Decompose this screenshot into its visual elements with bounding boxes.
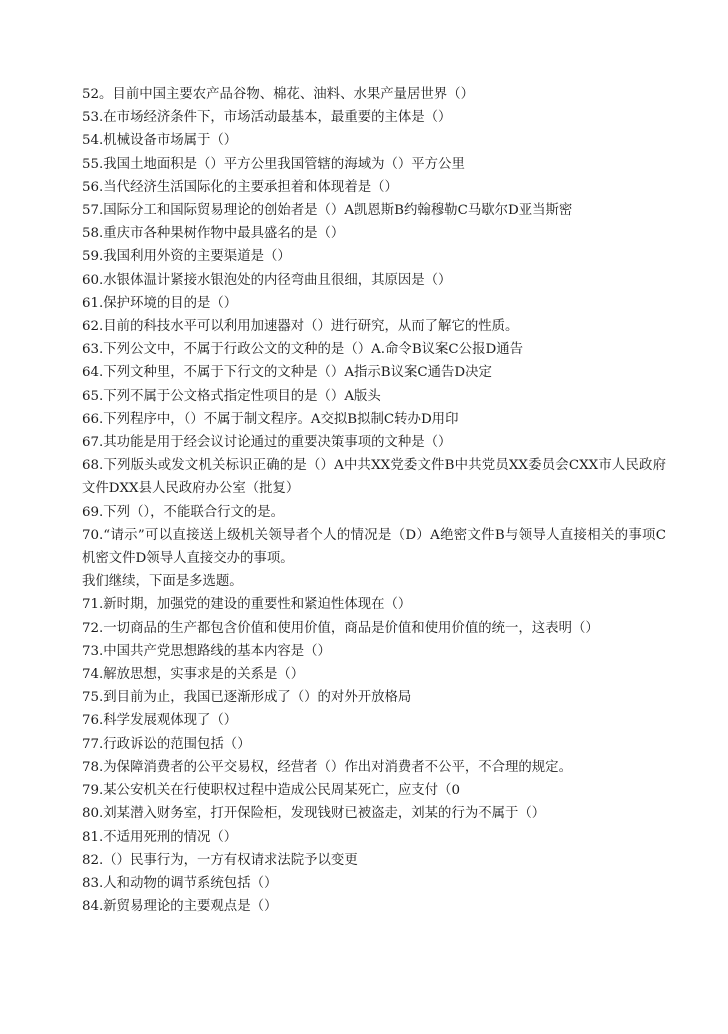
question-line: 63.下列公文中，不属于行政公文的文种的是（）A.命令B议案C公报D通告 [82, 342, 523, 358]
question-line: 66.下列程序中，（）不属于制文程序。A交拟B拟制C转办D用印 [82, 411, 459, 427]
question-line: 55.我国土地面积是（）平方公里我国管辖的海域为（）平方公里 [82, 156, 465, 172]
question-line: 69.下列（），不能联合行文的是。 [82, 504, 285, 520]
question-line: 81.不适用死刑的情况（） [82, 829, 238, 845]
question-line: 56.当代经济生活国际化的主要承担着和体现着是（） [82, 179, 398, 195]
question-line: 53.在市场经济条件下，市场活动最基本，最重要的主体是（） [82, 110, 452, 126]
question-line: 74.解放思想，实事求是的关系是（） [82, 667, 305, 683]
question-line: 58.重庆市各种果树作物中最具盛名的是（） [82, 226, 345, 242]
question-line: 70.“请示”可以直接送上级机关领导者个人的情况是（D）A绝密文件B与领导人直接相关的事项C机密文件D领导人直接交办的事项。 [82, 527, 666, 567]
question-line: 84.新贸易理论的主要观点是（） [82, 899, 278, 915]
question-line: 77.行政诉讼的范围包括（） [82, 736, 251, 752]
question-line: 52。目前中国主要农产品谷物、棉花、油料、水果产量居世界（） [82, 87, 474, 102]
question-line: 79.某公安机关在行使职权过程中造成公民周某死亡，应支付（0 [82, 783, 460, 799]
question-line: 71.新时期，加强党的建设的重要性和紧迫性体现在（） [82, 597, 412, 613]
question-line: 80.刘某潜入财务室，打开保险柜，发现钱财已被盗走，刘某的行为不属于（） [82, 806, 546, 822]
section-note: 我们继续，下面是多选题。 [82, 574, 243, 590]
question-line: 59.我国利用外资的主要渠道是（） [82, 249, 291, 265]
question-line: 67.其功能是用于经会议讨论通过的重要决策事项的文种是（） [82, 435, 452, 451]
question-line: 73.中国共产党思想路线的基本内容是（） [82, 643, 331, 659]
question-line: 75.到目前为止，我国已逐渐形成了（）的对外开放格局 [82, 690, 412, 706]
question-line: 64.下列文种里，不属于下行文的文种是（）A指示B议案C通告D决定 [82, 365, 492, 381]
question-line: 54.机械设备市场属于（） [82, 133, 238, 149]
question-line: 57.国际分工和国际贸易理论的创始者是（）A凯恩斯B约翰穆勒C马歇尔D亚当斯密 [82, 203, 573, 219]
question-list [82, 83, 666, 918]
question-line: 68.下列版头或发文机关标识正确的是（）A中共XX党委文件B中共党员XX委员会CXX市人民政府文件DXX县人民政府办公室（批复） [82, 458, 666, 497]
question-line: 60.水银体温计紧接水银泡处的内径弯曲且很细，其原因是（） [82, 272, 452, 288]
question-line: 76.科学发展观体现了（） [82, 713, 238, 729]
question-line: 82.（）民事行为，一方有权请求法院予以变更 [82, 852, 358, 868]
question-line: 61.保护环境的目的是（） [82, 295, 238, 311]
question-line: 65.下列不属于公文格式指定性项目的是（）A版头 [82, 388, 381, 404]
question-line: 62.目前的科技水平可以利用加速器对（）进行研究，从而了解它的性质。 [82, 319, 519, 335]
question-line: 72.一切商品的生产都包含价值和使用价值，商品是价值和使用价值的统一，这表明（） [82, 620, 599, 636]
question-line: 78.为保障消费者的公平交易权，经营者（）作出对消费者不公平，不合理的规定。 [82, 759, 572, 775]
question-line: 83.人和动物的调节系统包括（） [82, 875, 278, 891]
